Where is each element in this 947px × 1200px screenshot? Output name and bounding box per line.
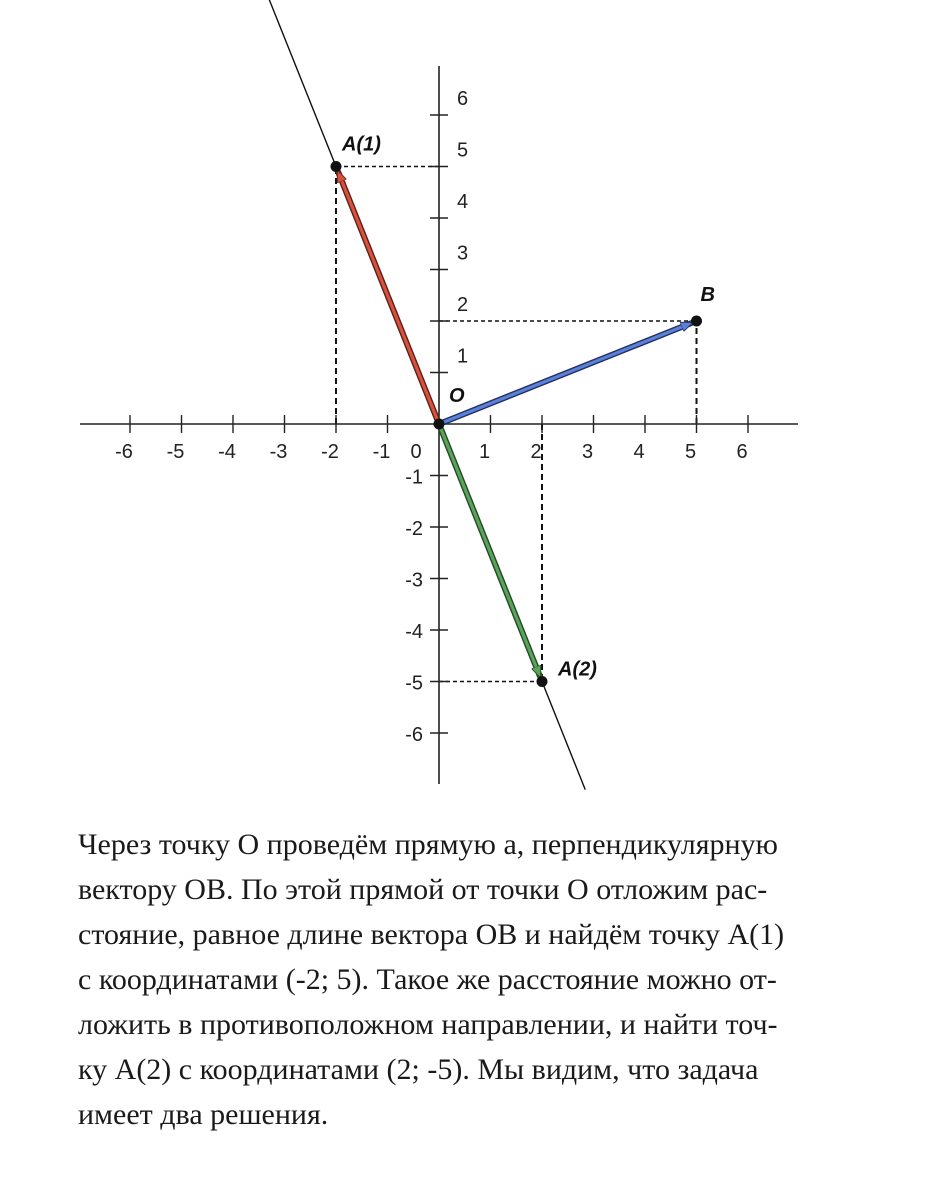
vector-OB	[439, 323, 691, 424]
x-tick-label: 5	[684, 441, 697, 463]
caption-line: ку А(2) с координатами (2; -5). Мы видим, что задача	[78, 1053, 759, 1086]
y-tick-label: 6	[457, 88, 469, 110]
y-tick-label: -2	[405, 518, 423, 540]
x-tick-label: 6	[736, 441, 748, 463]
point-O	[434, 419, 445, 430]
caption-line: ложить в противоположном направлении, и найти точ-	[78, 1008, 778, 1041]
x-tick-label: -1	[372, 441, 391, 463]
point-label-B: B	[700, 284, 715, 306]
y-tick-label: 2	[457, 294, 469, 316]
origin-tick-label: 0	[410, 441, 422, 463]
y-tick-label: -6	[405, 724, 423, 746]
x-tick-label: -6	[115, 441, 133, 463]
line-a	[246, 0, 585, 790]
point-label-A1: A(1)	[342, 133, 381, 156]
caption-line: вектору ОВ. По этой прямой от точки О отложим рас-	[78, 873, 768, 906]
y-tick-label: -4	[405, 621, 423, 643]
y-tick-label: 1	[457, 345, 469, 368]
x-tick-label: 4	[633, 441, 645, 463]
x-tick-label: 1	[478, 441, 491, 463]
point-B	[691, 316, 702, 327]
x-tick-label: 3	[581, 441, 594, 463]
y-tick-label: 3	[457, 242, 469, 265]
caption-line: с координатами (-2; 5). Такое же расстояние можно от-	[78, 963, 777, 996]
x-tick-label: -4	[218, 441, 236, 463]
point-label-A2: A(2)	[558, 658, 597, 681]
y-tick-label: 5	[457, 139, 469, 162]
x-tick-label: -2	[321, 441, 339, 463]
caption-line: имеет два решения.	[78, 1098, 329, 1131]
y-tick-label: -5	[405, 672, 423, 695]
point-label-O: O	[449, 385, 465, 407]
vector-OA1	[338, 172, 439, 424]
y-tick-label: -3	[405, 569, 423, 592]
point-A2	[537, 676, 548, 687]
x-tick-label: -5	[166, 441, 185, 463]
point-A1	[331, 161, 342, 172]
caption-line: Через точку О проведём прямую a, перпендикулярную	[78, 828, 778, 861]
y-tick-label: -1	[405, 466, 423, 489]
explanation-text	[78, 822, 898, 1137]
x-tick-label: 2	[530, 441, 542, 463]
x-tick-label: -3	[269, 441, 288, 463]
caption-line: стояние, равное длине вектора ОВ и найдём точку А(1)	[78, 918, 785, 951]
y-tick-label: 4	[457, 191, 469, 213]
